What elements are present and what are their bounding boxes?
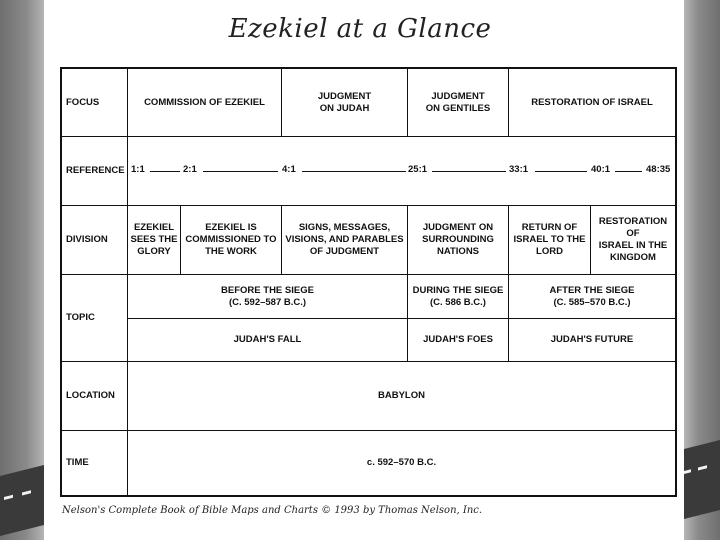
division-cell: RESTORATION OF ISRAEL IN THE KINGDOM xyxy=(598,216,668,263)
topic-theme-cell: JUDAH'S FUTURE xyxy=(550,334,634,345)
row-label-division: DIVISION xyxy=(66,234,108,245)
page-title: Ezekiel at a Glance xyxy=(228,14,492,44)
focus-cell: COMMISSION OF EZEKIEL xyxy=(144,96,265,108)
row-label-topic: TOPIC xyxy=(66,312,95,323)
reference-marker: 40:1 xyxy=(591,164,611,175)
row-divider xyxy=(62,136,675,137)
row-label-location: LOCATION xyxy=(66,390,115,401)
division-cell: SIGNS, MESSAGES, VISIONS, AND PARABLES OF JUDGMENT xyxy=(285,222,404,257)
focus-cell: JUDGMENT ON JUDAH xyxy=(317,90,372,114)
row-label-focus: FOCUS xyxy=(66,97,100,108)
topic-period-cell: BEFORE THE SIEGE (C. 592–587 B.C.) xyxy=(221,284,314,308)
row-label-reference: REFERENCE xyxy=(66,165,125,176)
topic-theme-cell: JUDAH'S FALL xyxy=(233,334,302,345)
reference-line xyxy=(150,171,180,172)
topic-period-cell: AFTER THE SIEGE (C. 585–570 B.C.) xyxy=(549,284,635,308)
reference-line xyxy=(302,171,406,172)
background-left-panel xyxy=(0,0,44,540)
reference-line xyxy=(203,171,278,172)
topic-period-cell: DURING THE SIEGE (C. 586 B.C.) xyxy=(412,284,504,308)
reference-marker: 48:35 xyxy=(646,164,671,175)
reference-line xyxy=(432,171,506,172)
reference-line xyxy=(535,171,587,172)
time-cell: c. 592–570 B.C. xyxy=(366,457,437,468)
reference-marker: 25:1 xyxy=(408,164,428,175)
row-label-time: TIME xyxy=(66,457,89,468)
division-cell: EZEKIEL IS COMMISSIONED TO THE WORK xyxy=(185,222,277,257)
location-cell: BABYLON xyxy=(378,390,425,401)
reference-line xyxy=(615,171,642,172)
division-cell: RETURN OF ISRAEL TO THE LORD xyxy=(513,222,586,257)
reference-marker: 4:1 xyxy=(282,164,296,175)
division-cell: EZEKIEL SEES THE GLORY xyxy=(130,222,178,257)
copyright-caption: Nelson's Complete Book of Bible Maps and Charts © 1993 by Thomas Nelson, Inc. xyxy=(62,505,483,516)
topic-theme-cell: JUDAH'S FOES xyxy=(423,334,493,345)
reference-marker: 2:1 xyxy=(183,164,197,175)
focus-cell: RESTORATION OF ISRAEL xyxy=(531,96,653,108)
reference-marker: 33:1 xyxy=(509,164,529,175)
division-cell: JUDGMENT ON SURROUNDING NATIONS xyxy=(422,222,494,257)
focus-cell: JUDGMENT ON GENTILES xyxy=(425,90,491,114)
ezekiel-chart-table xyxy=(60,67,677,497)
reference-marker: 1:1 xyxy=(131,164,145,175)
